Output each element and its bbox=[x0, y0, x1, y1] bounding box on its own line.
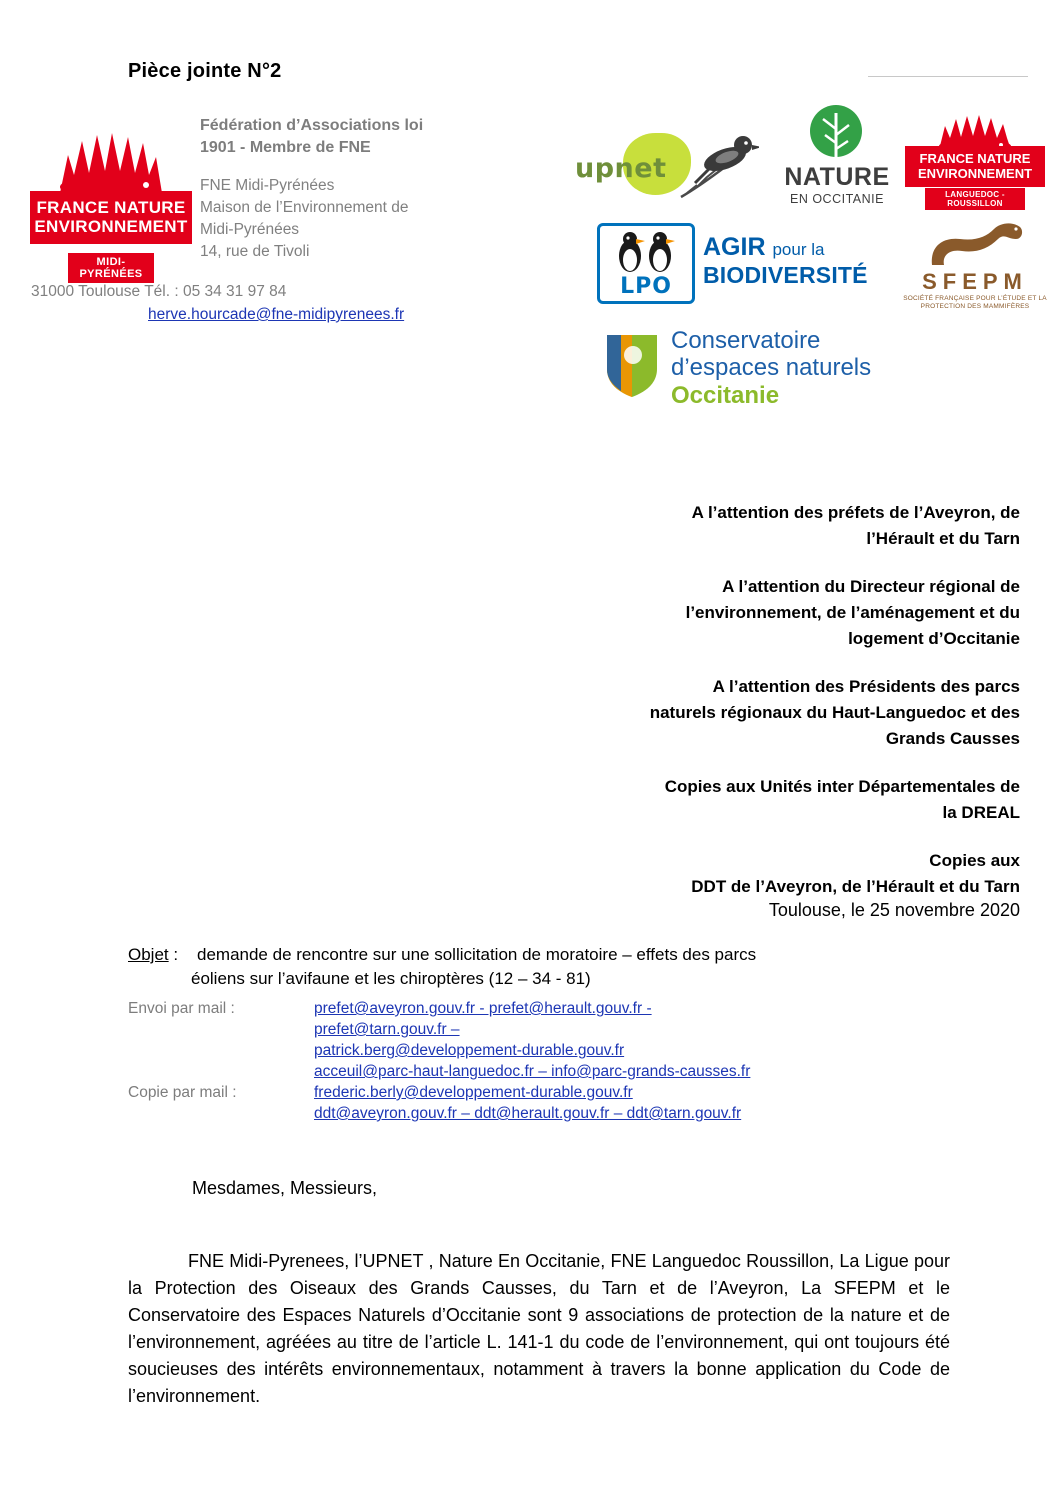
sfepm-logo bbox=[900, 217, 1050, 311]
addressee-line: logement d’Occitanie bbox=[848, 629, 1020, 648]
bird-branch-icon bbox=[667, 127, 759, 205]
addressee-block bbox=[480, 574, 1020, 652]
mail-link[interactable]: ddt@aveyron.gouv.fr – ddt@herault.gouv.fr – ddt@tarn.gouv.fr bbox=[314, 1105, 742, 1122]
addressee-block bbox=[480, 674, 1020, 752]
weasel-icon bbox=[920, 217, 1030, 269]
fne-lr-sub: LANGUEDOC - ROUSSILLON bbox=[925, 188, 1025, 210]
cen-line1: Conservatoire bbox=[671, 327, 821, 354]
partner-logos bbox=[575, 105, 1045, 435]
nature-occitanie-line2: EN OCCITANIE bbox=[790, 192, 884, 206]
addressee-line: Copies aux bbox=[929, 851, 1020, 870]
fne-logo-sub: MIDI-PYRÉNÉES bbox=[68, 253, 154, 283]
addressee-block bbox=[480, 500, 1020, 552]
mail-link[interactable]: frederic.berly@developpement-durable.gouv.fr bbox=[314, 1084, 633, 1101]
addressee-line: A l’attention du Directeur régional de bbox=[722, 577, 1020, 596]
upnet-wordmark: upnet bbox=[575, 153, 667, 184]
addressee-line: la DREAL bbox=[942, 803, 1020, 822]
sender-address-2: Midi-Pyrénées bbox=[200, 221, 300, 238]
puffins-icon bbox=[608, 230, 684, 274]
addressee-list bbox=[480, 500, 1020, 922]
addressee-line: l’Hérault et du Tarn bbox=[866, 529, 1020, 548]
addressee-line: A l’attention des préfets de l’Aveyron, de bbox=[691, 503, 1020, 522]
lpo-logo bbox=[597, 223, 695, 304]
fne-lr-band: FRANCE NATURE ENVIRONNEMENT bbox=[905, 146, 1045, 187]
agir-line1: AGIR pour la bbox=[703, 233, 825, 261]
hedgehog-icon bbox=[54, 125, 166, 197]
tree-icon bbox=[803, 105, 869, 163]
federation-line-1: Fédération d’Associations loi bbox=[200, 117, 424, 134]
sfepm-wordmark: SFEPM bbox=[922, 269, 1028, 294]
cen-shield-icon bbox=[603, 329, 661, 399]
addressee-line: naturels régionaux du Haut-Languedoc et des bbox=[649, 703, 1020, 722]
cen-wordmark bbox=[671, 327, 871, 410]
fne-midi-pyrenees-logo bbox=[30, 125, 192, 290]
lpo-wordmark: LPO bbox=[620, 274, 672, 299]
sender-org: FNE Midi-Pyrénées bbox=[200, 177, 335, 194]
addressee-line: DDT de l’Aveyron, de l’Hérault et du Tarn bbox=[691, 877, 1020, 896]
mail-link[interactable]: prefet@aveyron.gouv.fr - prefet@herault.gouv.fr - bbox=[314, 1000, 652, 1017]
addressee-block bbox=[480, 774, 1020, 826]
salutation: Mesdames, Messieurs, bbox=[192, 1178, 378, 1198]
nature-en-occitanie-logo bbox=[773, 105, 901, 207]
header-divider bbox=[868, 76, 1028, 77]
sender-address-1: Maison de l’Environnement de bbox=[200, 199, 409, 216]
mail-link[interactable]: acceuil@parc-haut-languedoc.fr – info@parc-grands-causses.fr bbox=[314, 1063, 751, 1080]
cen-line2: d’espaces naturels bbox=[671, 354, 872, 381]
page-title: Pièce jointe N°2 bbox=[128, 60, 282, 82]
objet-line-2: éoliens sur l’avifaune et les chiroptères (12 – 34 - 81) bbox=[191, 969, 591, 988]
objet-label: Objet bbox=[128, 945, 169, 964]
sender-city-phone: 31000 Toulouse Tél. : 05 34 31 97 84 bbox=[31, 283, 287, 300]
mail-row-envoi bbox=[128, 998, 1008, 1082]
mail-recipients bbox=[128, 998, 1008, 1124]
sfepm-tagline: SOCIÉTÉ FRANÇAISE POUR L’ÉTUDE ET LA PROTECTION DES MAMMIFÈRES bbox=[903, 295, 1047, 310]
addressee-line: Copies aux Unités inter Départementales de bbox=[664, 777, 1020, 796]
objet-line-1: demande de rencontre sur une sollicitation de moratoire – effets des parcs bbox=[197, 945, 757, 964]
cen-line3: Occitanie bbox=[671, 382, 780, 409]
mail-values bbox=[314, 1082, 1008, 1124]
mail-link[interactable]: patrick.berg@developpement-durable.gouv.fr bbox=[314, 1042, 625, 1059]
body-paragraph bbox=[128, 1248, 950, 1410]
addressee-line: l’environnement, de l’aménagement et du bbox=[685, 603, 1020, 622]
mail-row-copie bbox=[128, 1082, 1008, 1124]
upnet-logo bbox=[575, 125, 760, 215]
body-paragraph-text: FNE Midi-Pyrenees, l’UPNET , Nature En Occitanie, FNE Languedoc Roussillon, La Ligue pour la Protection des Oiseaux des Grands Causses, du Tarn et de l’Aveyron, La SFEPM et le Conservatoire des Espaces Naturels d’Occitanie sont 9 associations de protection de la nature et de l’environnement, agréées au titre de l’article L. 141-1 du code de l’environnement, qui ont toujours été soucieuses des intérêts environnementaux, notamment à travers la bonne application du Code de l’environnement. bbox=[128, 1251, 950, 1406]
objet-block bbox=[128, 943, 990, 991]
addressee-line: Grands Causses bbox=[885, 729, 1020, 748]
federation-line-2: 1901 - Membre de FNE bbox=[200, 139, 371, 156]
addressee-block bbox=[480, 848, 1020, 900]
addressee-line: A l’attention des Présidents des parcs bbox=[712, 677, 1020, 696]
sender-block bbox=[200, 115, 530, 263]
fne-logo-band: FRANCE NATURE ENVIRONNEMENT bbox=[30, 191, 192, 244]
mail-row-label: Copie par mail : bbox=[128, 1084, 237, 1101]
nature-occitanie-line1: NATURE bbox=[784, 163, 890, 191]
mail-values bbox=[314, 998, 1008, 1082]
date-line: Toulouse, le 25 novembre 2020 bbox=[768, 900, 1020, 920]
mail-link[interactable]: prefet@tarn.gouv.fr – bbox=[314, 1021, 460, 1038]
sender-address-3: 14, rue de Tivoli bbox=[200, 243, 310, 260]
objet-separator: : bbox=[168, 945, 179, 964]
sender-email-link[interactable]: herve.hourcade@fne-midipyrenees.fr bbox=[148, 306, 405, 323]
agir-line2: BIODIVERSITÉ bbox=[703, 262, 868, 288]
mail-row-label: Envoi par mail : bbox=[128, 1000, 235, 1017]
